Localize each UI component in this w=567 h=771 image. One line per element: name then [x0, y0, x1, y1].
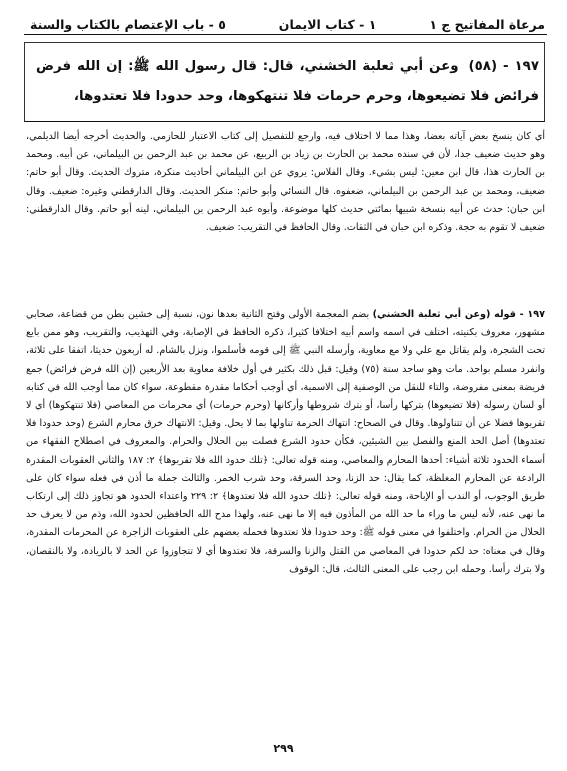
hadith-text-block: [36, 52, 539, 112]
running-header: [30, 4, 545, 32]
commentary-text: بضم المعجمة الأولى وفتح الثانية بعدها نون، نسبة إلى خشين بطن من قضاعة، صحابي مشهور، معروف بكنيته، اختلف في اسمه واسم أبيه اختلافا كثيرا، ذكره الحافظ في الإصابة، وفي التهذيب، والتقريب، وهو ممن بايع تحت الشجرة، ولم يقاتل مع علي ولا مع معاوية، وأرسله النبي ﷺ إلى قومه فأسلموا، ونزل بالشام. له أربعون حديثا، اتفقا على ثلاثة، وانفرد مسلم بواحد. مات وهو ساجد سنة (٧٥) وقيل: قبل ذلك بكثير في أول خلافة معاوية بعد الأربعين (إن الله فرض فرائض) جمع فريضة بمعنى مفروضة، والتاء للنقل من الوصفية إلى الاسمية، أي أوجب أحكاما مقدرة مقطوعة، سواء كان مما أوجب الله في كتابه أو لسان رسوله (فلا تضيعوها) بتركها رأسا، أو بترك شروطها وأركانها (وحرم حرمات) أي محرمات من المعاصي (فلا تنتهكوها) أي لا تقربوها فضلا عن أن تتناولوها. وقال في الصحاح: انتهاك الحرمة تناولها بما لا يحل. وقيل: الانتهاك خرق محارم الشرع (وحد حدودا فلا تعتدوها) أصل الحد المنع والفصل بين الشيئين، فكأن حدود الشرع فصلت بين الحلال والحرام. والمعروف في اصطلاح الفقهاء من أسماء الحدود ثلاثة أشياء: أحدها المحارم والمعاصي، ومنه قوله تعالى: ﴿تلك حدود الله فلا تقربوها﴾ ٢: ١٨٧ والثاني العقوبات المقدرة الرادعة عن المحارم المغلظة، كما يقال: حد الزنا، وحد السرقة، وحد شرب الخمر. والثالث جملة ما أذن في فعله سواء كان على طريق الوجوب، أو الندب أو الإباحة، ومنه قوله تعالى: ﴿تلك حدود الله فلا تعتدوها﴾ ٢: ٢٢٩ واعتداء الحدود هو تجاوز ذلك إلى ارتكاب ما نهى عنه، لأنه ليس ما وراء ما حد الله من المأذون فيه إلا ما نهى عنه، ولهذا مدح الله الحافظين لحدود الله، وذم من لا يعرف حد الحلال من الحرام. واختلفوا في معنى قوله ﷺ: وحد حدودا فلا تعتدوها فحمله بعضهم على العقوبات الزاجرة عن المحرمات المقدرة، وقال في معناه: حد لكم حدودا في المعاصي من القتل والزنا والسرقة، فلا تعتدوها أي لا تتجاوزوا عن الحد لا بالزيادة، ولا بالنقصان، ولا بترك رأسا. وحمله ابن رجب على المعنى الثالث، قال: الوقوف: [26, 309, 545, 575]
hadith-text: وعن أبي ثعلبة الخشني، قال: قال رسول الله ﷺ: إن الله فرض فرائض فلا تضيعوها، وحرم حرمات فلا تنتهكوها، وحد حدودا فلا تعتدوها،: [36, 59, 539, 104]
header-book-title: مرعاة المفاتيح ج ١: [429, 17, 545, 32]
header-chapter: ١ - كتاب الايمان: [278, 17, 377, 32]
header-rule: [24, 34, 547, 35]
header-section: ٥ - باب الإعتصام بالكتاب والسنة: [30, 17, 226, 32]
commentary-paragraph: أي كان ينسخ بعض آياته بعضا، وهذا مما لا اختلاف فيه، وارجع للتفصيل إلى كتاب الاعتبار للحازمي. والحديث أخرجه أيضا الديلمي، وهو حديث ضعيف جدا، لأن في سنده محمد بن الحارث بن زياد بن الربيع، عن محمد بن عبد الرحمن بن البيلماني، عن أبيه. ومحمد بن الحارث هذا، قال ابن معين: ليس بشيء. وقال الفلاس: يروي عن ابن البيلماني أحاديث منكرة، متروك الحديث. وقال أبو حاتم: ضعيف، ومحمد بن عبد الرحمن بن البيلماني، ضعفوه. قال النسائي وأبو حاتم: منكر الحديث. وقال الدارقطني وغيره: ضعيف. وقال ابن حبان: حدث عن أبيه بنسخة شبيها بمائتي حديث كلها موضوعة. وأبوه عبد الرحمن بن البيلماني، لينه أبو حاتم. وقال الدارقطني: ضعيف لا تقوم به حجة. وذكره ابن حبان في الثقات. وقال الحافظ في التقريب: ضعيف.: [26, 131, 545, 234]
commentary-section-2: [26, 306, 545, 712]
commentary-section-1: [26, 128, 545, 304]
page-number: ٢٩٩: [273, 742, 294, 755]
commentary-lead: ١٩٧ - قوله (وعن أبي ثعلبة الخشني): [372, 309, 545, 320]
hadith-number: ١٩٧ - (٥٨): [468, 59, 539, 74]
commentary-paragraph: [26, 306, 545, 579]
